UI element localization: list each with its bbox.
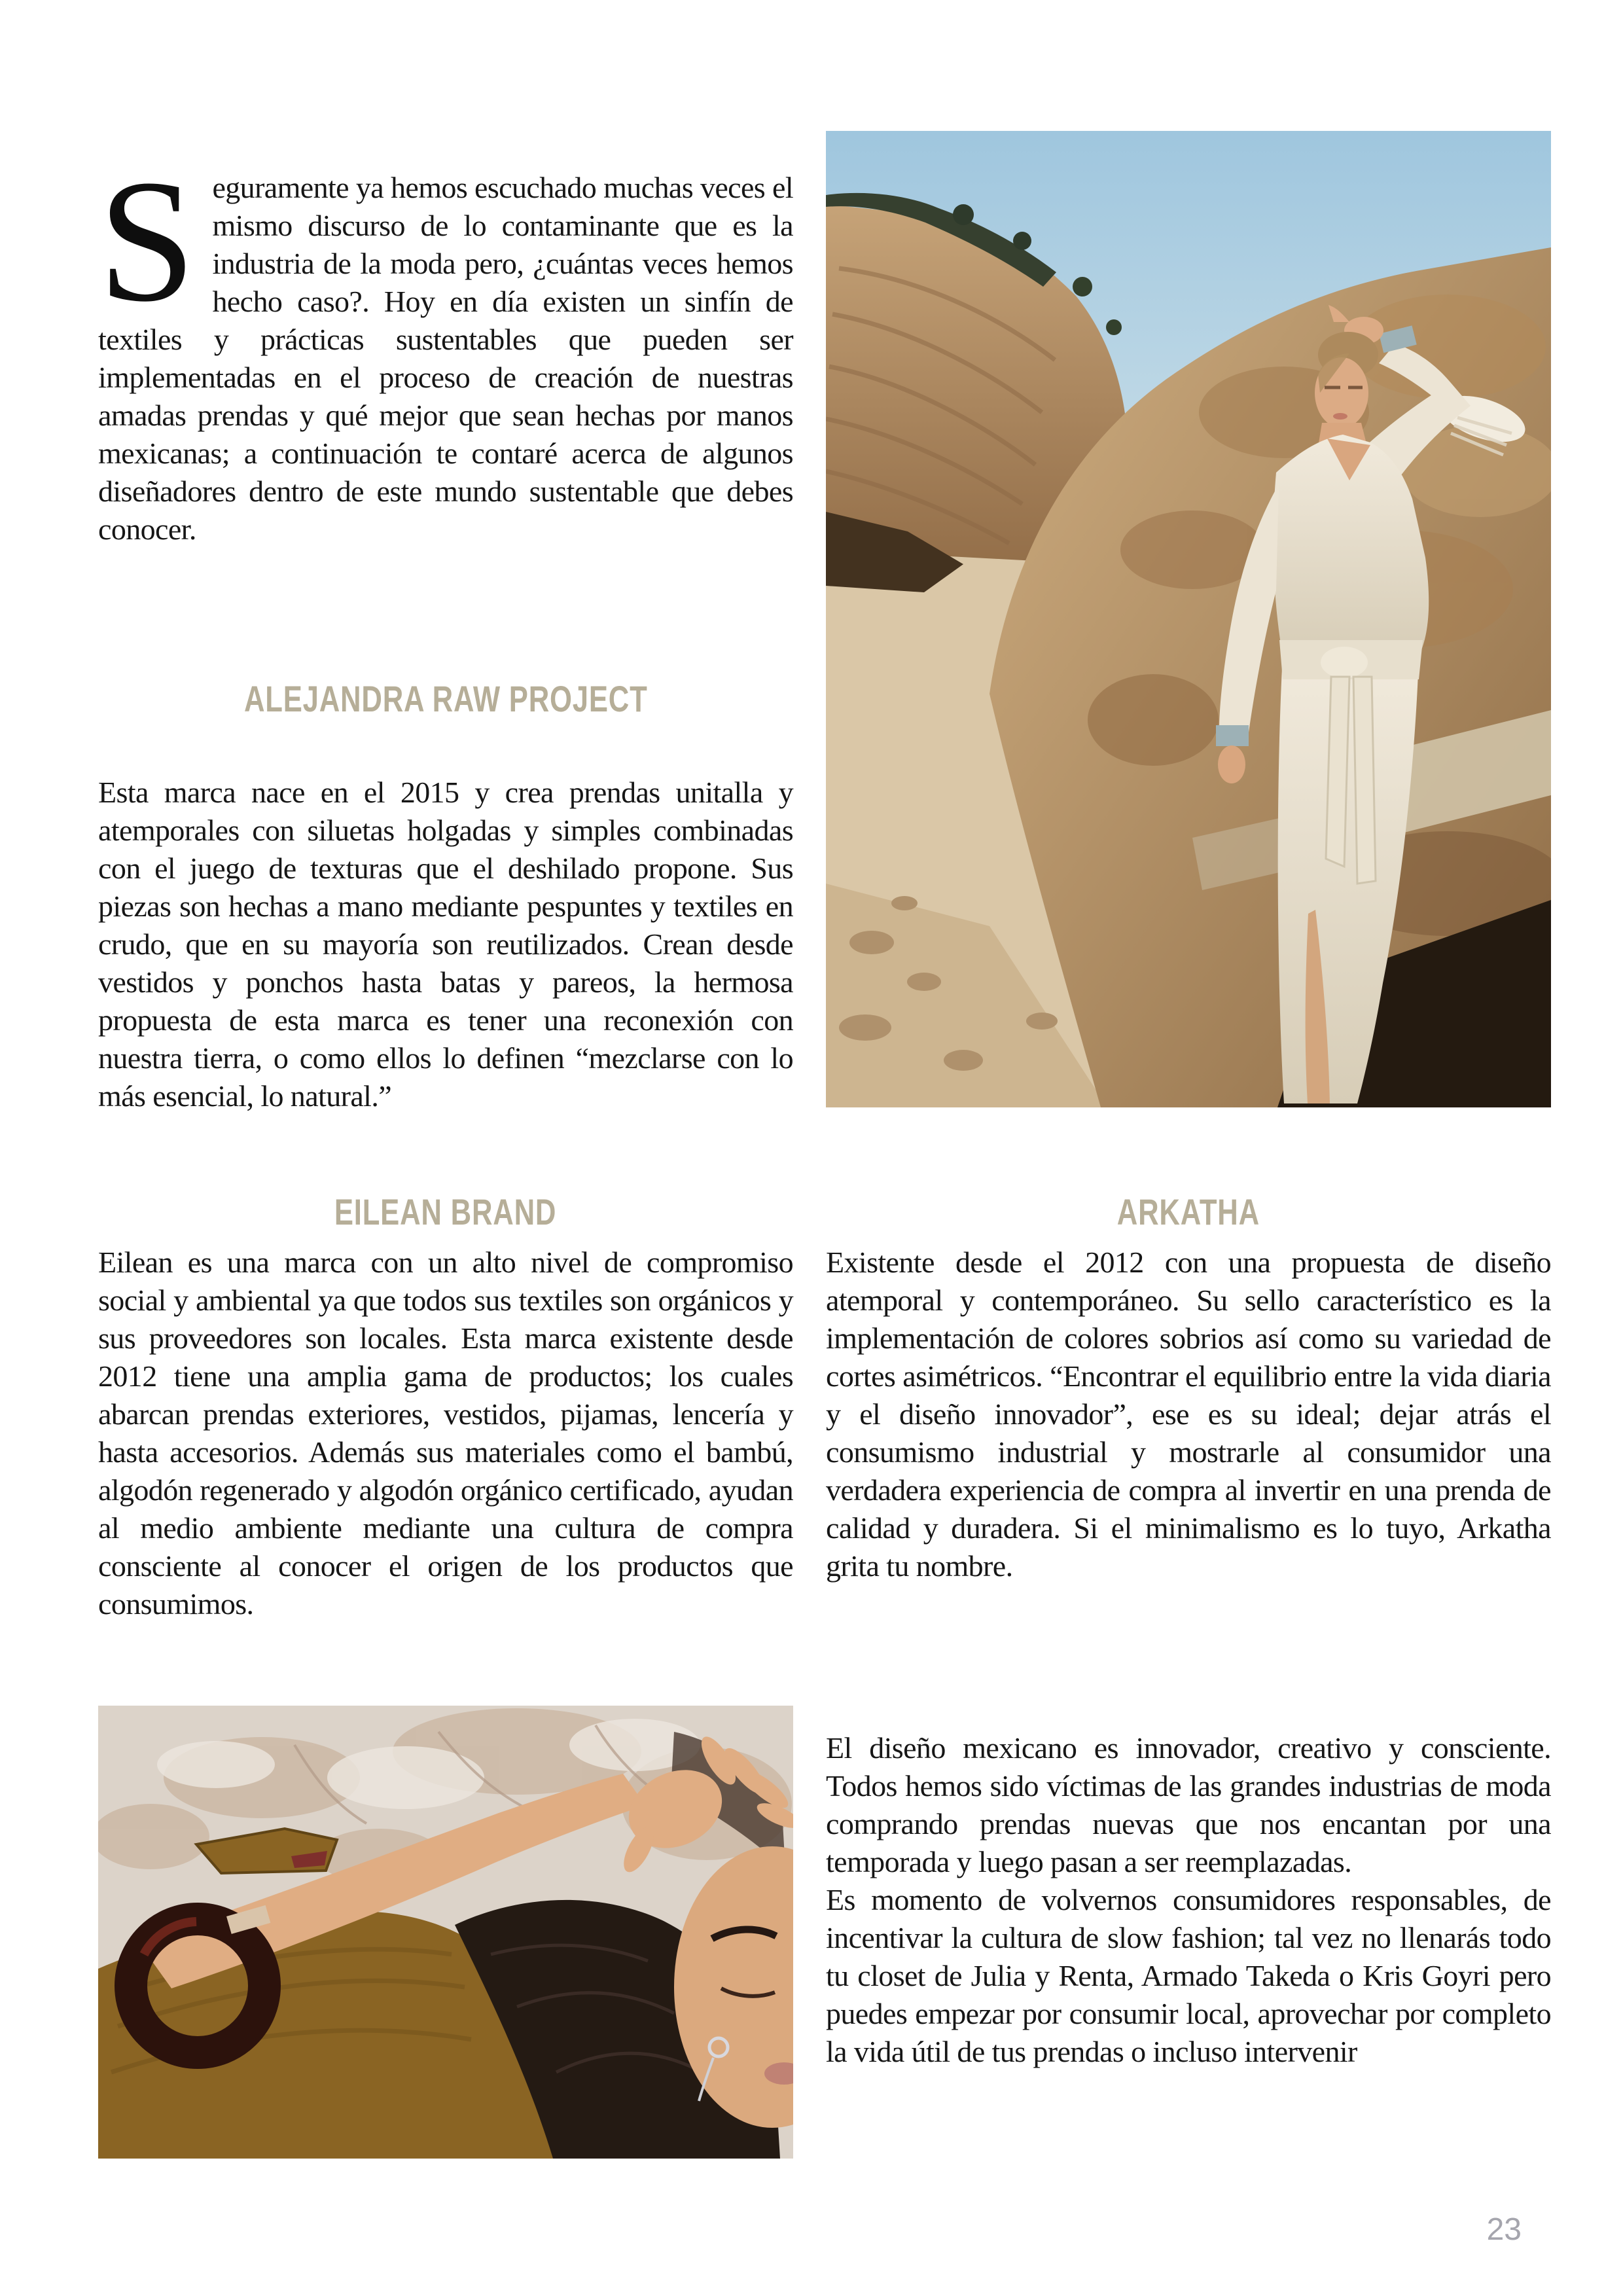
intro-paragraph bbox=[98, 143, 793, 548]
photo-model-on-rock bbox=[826, 131, 1551, 1107]
photo-model-lying bbox=[98, 1706, 793, 2159]
heading-alejandra-raw-project: ALEJANDRA RAW PROJECT bbox=[243, 678, 648, 720]
photo-model-lying-art bbox=[98, 1706, 793, 2159]
arkatha-paragraph: Existente desde el 2012 con una propuesta de diseño atemporal y contemporáneo. Su sello característico es la implementación de colores sobrios así como su variedad de cortes asimétricos. “Encontrar el equilibrio entre la vida diaria y el diseño innovador”, ese es su ideal; dejar atrás el consumismo industrial y mostrarle al consumidor una verdadera experiencia de compra al invertir en una prenda de calidad y duradera. Si el minimalismo es lo tuyo, Arkatha grita tu nombre. bbox=[826, 1246, 1551, 1583]
page-number: 23 bbox=[1486, 2212, 1522, 2247]
intro-text: eguramente ya hemos escuchado muchas veces el mismo discurso de lo contaminante que es la industria de la moda pero, ¿cuántas veces hemos hecho caso?. Hoy en día existen un sinfín de textiles y prácticas sustentables que pueden ser implementadas en el proceso de creación de nuestras amadas prendas y qué mejor que sean hechas por manos mexicanas; a continuación te contaré acerca de algunos diseñadores dentro de este mundo sustentable que debes conocer. bbox=[98, 171, 793, 546]
alejandra-paragraph: Esta marca nace en el 2015 y crea prendas unitalla y atemporales con siluetas holgadas y simples combinadas con el juego de texturas que el deshilado propone. Sus piezas son hechas a mano mediante pespuntes y textiles en crudo, que en su mayoría son reutilizados. Crean desde vestidos y ponchos hasta batas y pareos, la hermosa propuesta de esta marca es tener una reconexión con nuestra tierra, o como ellos lo definen “mezclarse con lo más esencial, lo natural.” bbox=[98, 776, 793, 1113]
eilean-paragraph: Eilean es una marca con un alto nivel de compromiso social y ambiental ya que todos sus textiles son orgánicos y sus proveedores son locales. Esta marca existente desde 2012 tiene una amplia gama de productos; los cuales abarcan prendas exteriores, vestidos, pijamas, lencería y hasta accesorios. Además sus materiales como el bambú, algodón regenerado y algodón orgánico certificado, ayudan al medio ambiente mediante una cultura de compra consciente al conocer el origen de los productos que consumimos. bbox=[98, 1246, 793, 1621]
heading-eilean-brand: EILEAN BRAND bbox=[334, 1191, 557, 1233]
closing-paragraphs bbox=[826, 1729, 1551, 2071]
closing-paragraph-1: El diseño mexicano es innovador, creativo y consciente. Todos hemos sido víctimas de las grandes industrias de moda comprando prendas nuevas que nos encantan por una temporada y luego pasan a ser reemplazadas. bbox=[826, 1731, 1551, 1878]
photo-model-on-rock-art bbox=[826, 131, 1551, 1107]
heading-arkatha: ARKATHA bbox=[1116, 1191, 1260, 1233]
drop-cap: S bbox=[98, 143, 196, 338]
closing-paragraph-2: Es momento de volvernos consumidores responsables, de incentivar la cultura de slow fashion; tal vez no llenarás todo tu closet de Julia y Renta, Armado Takeda o Kris Goyri pero puedes empezar por consumir local, aprovechar por completo la vida útil de tus prendas o incluso intervenir bbox=[826, 1883, 1551, 2068]
